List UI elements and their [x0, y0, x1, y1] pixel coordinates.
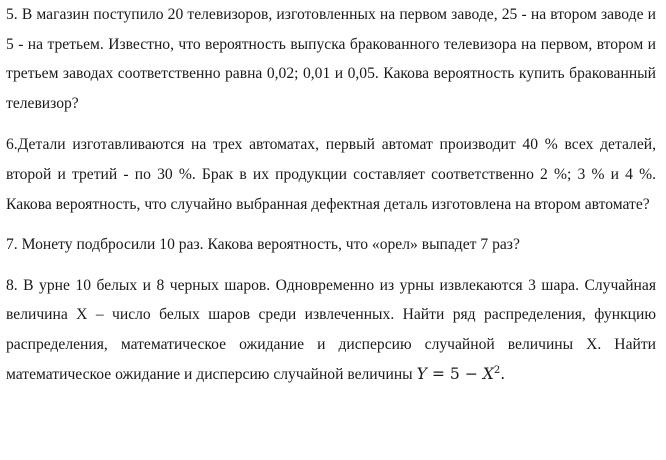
problem-7-text: 7. Монету подбросили 10 раз. Какова вероятность, что «орел» выпадет 7 раз?	[6, 236, 520, 254]
problem-8-text: 8. В урне 10 белых и 8 черных шаров. Одновременно из урны извлекаются 3 шара. Случайная величина X – число белых шаров среди извлеченных. Найти ряд распределения, функцию распределения, математическое ожидание и дисперсию случайной величины X. Найти математическое ожидание и дисперсию случайной величины	[6, 276, 656, 383]
formula	[417, 366, 506, 383]
formula-exponent: 2	[493, 364, 501, 376]
formula-end: .	[500, 364, 506, 383]
problem-6-text: 6.Детали изготавливаются на трех автоматах, первый автомат производит 40 % всех деталей, второй и третий - по 30 %. Брак в их продукции составляет соответственно 2 %; 3 % и 4 %. Какова вероятность, что случайно выбранная дефектная деталь изготовлена на втором автомате?	[6, 136, 656, 213]
formula-lhs: Y	[416, 364, 427, 383]
problem-8	[6, 271, 656, 389]
problem-6	[6, 130, 656, 219]
formula-var: X	[482, 364, 494, 383]
problem-5	[6, 0, 656, 118]
problem-5-text: 5. В магазин поступило 20 телевизоров, изготовленных на первом заводе, 25 - на втором заводе и 5 - на третьем. Известно, что вероятность выпуска бракованного телевизора на первом, втором и третьем заводах соответственно равна 0,02; 0,01 и 0,05. Какова вероятность купить бракованный телевизор?	[6, 6, 656, 112]
formula-eq: = 5 −	[426, 364, 483, 383]
problem-7	[6, 230, 656, 260]
